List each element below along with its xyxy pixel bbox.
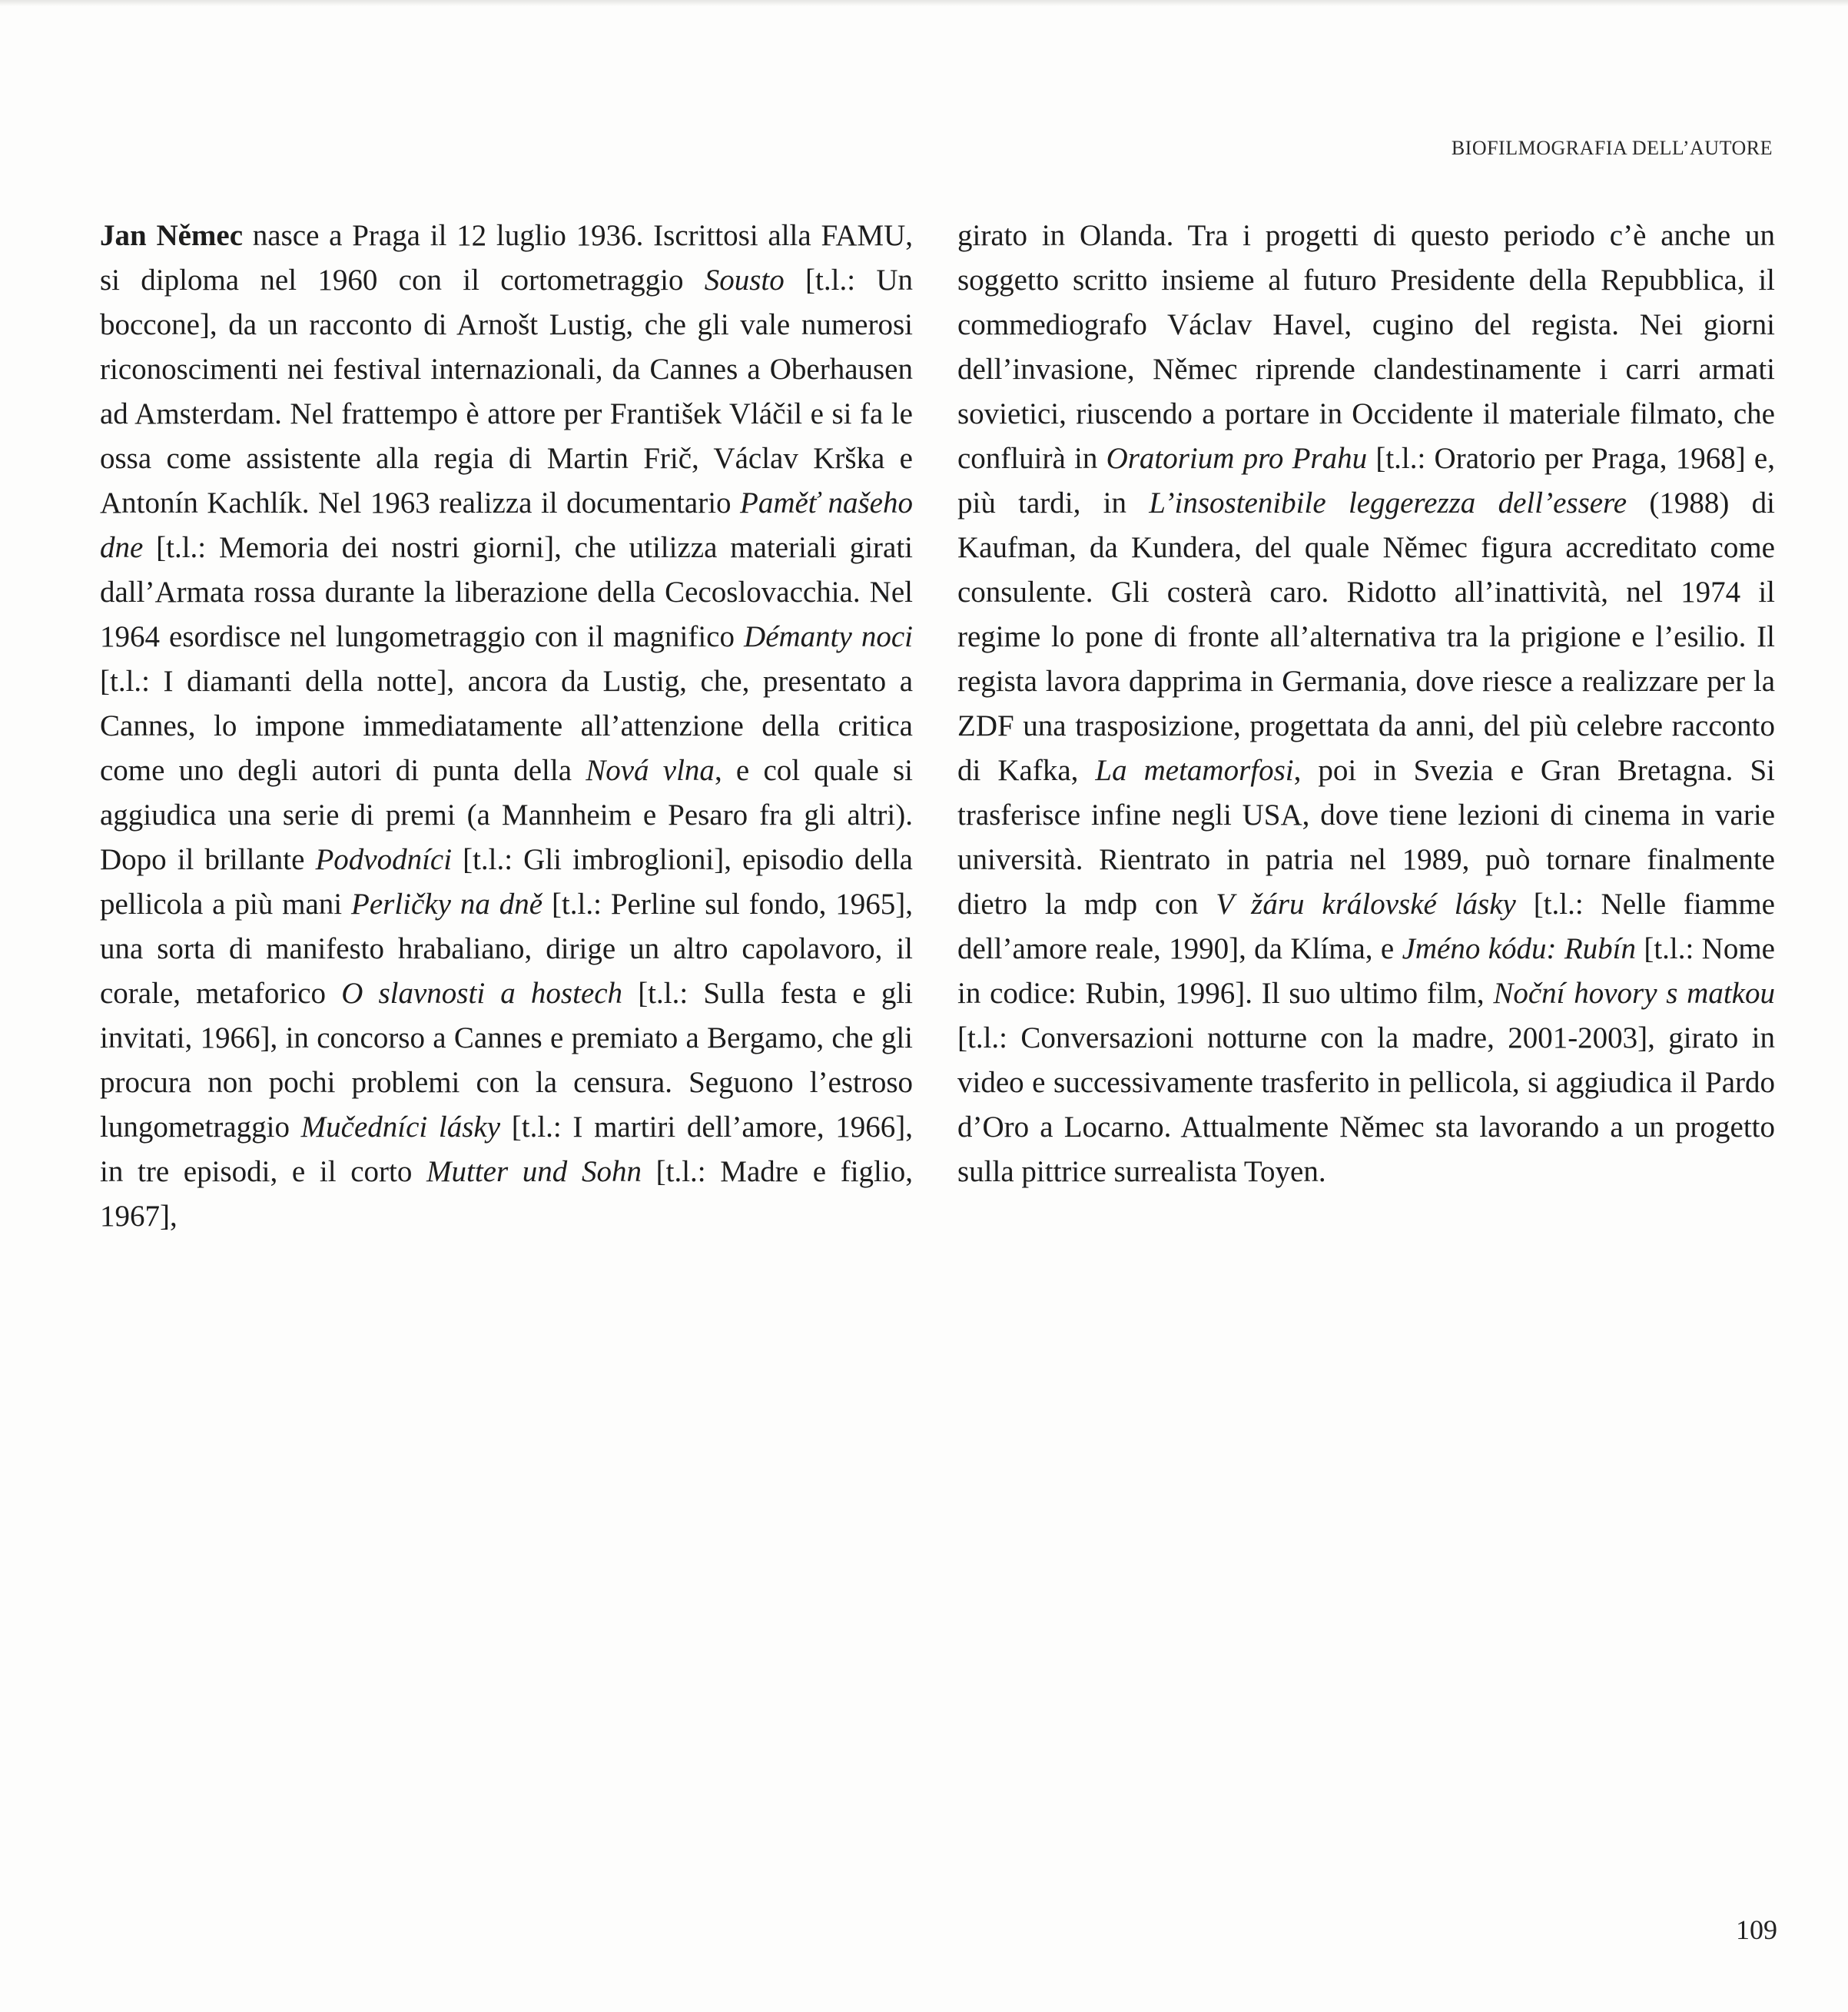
text-run: [t.l.: Gli imbroglioni], episodio della pellicola a più mani — [100, 843, 913, 921]
text-run: [t.l.: I diamanti della notte], ancora da Lustig, che, presentato a Cannes, lo impone immediatamente all’attenzione della critica come uno degli autori di punta della — [100, 665, 913, 787]
film-title: Sousto — [704, 264, 785, 297]
text-run: [t.l.: Sulla festa e gli invitati, 1966], in concorso a Cannes e premiato a Bergamo, che gli procura non pochi problemi con la censura. Seguono l’estroso lungometraggio — [100, 977, 914, 1144]
biography-paragraph-right — [957, 214, 1775, 1194]
running-header: BIOFILMOGRAFIA DELL’AUTORE — [1451, 137, 1773, 159]
right-column — [957, 214, 1775, 1194]
film-title: Oratorium pro Prahu — [1106, 442, 1368, 475]
text-run: , e col quale si aggiudica una serie di premi (a Mannheim e Pesaro fra gli altri). Dopo il brillante — [100, 754, 913, 876]
film-title: Perličky na dně — [351, 888, 543, 921]
text-run: [t.l.: Madre e figlio, 1967], — [100, 1155, 913, 1233]
text-run: [t.l.: Oratorio per Praga, 1968] e, più tardi, in — [957, 442, 1775, 520]
text-run: [t.l.: I martiri dell’amore, 1966], in tre episodi, e il corto — [100, 1111, 913, 1188]
film-title: V žáru královské lásky — [1216, 888, 1516, 921]
page-number: 109 — [1736, 1914, 1777, 1945]
text-run: girato in Olanda. Tra i progetti di questo periodo c’è anche un soggetto scritto insieme al futuro Presidente della Repubblica, il commediografo Václav Havel, cugino del regista. Nei giorni dell’invasione, Němec riprende clandestinamente i carri armati sovietici, riuscendo a portare in Occidente il materiale filmato, che confluirà in — [957, 219, 1775, 475]
book-title: La metamorfosi — [1095, 754, 1294, 787]
text-run: , poi in Svezia e Gran Bretagna. Si trasferisce infine negli USA, dove tiene lezioni di cinema in varie università. Rientrato in patria nel 1989, può tornare finalmente dietro la mdp con — [957, 754, 1775, 921]
biography-paragraph-left — [100, 214, 913, 1239]
film-title: L’insostenibile leggerezza dell’essere — [1149, 486, 1627, 520]
text-run: (1988) di Kaufman, da Kundera, del quale Němec figura accreditato come consulente. Gli costerà caro. Ridotto all’inattività, nel 1974 il regime lo pone di fronte all’alternativa tra la prigione e l’esilio. Il regista lavora dapprima in Germania, dove riesce a realizzare per la ZDF una trasposizione, progettata da anni, del più celebre racconto di Kafka, — [957, 486, 1775, 787]
text-run: [t.l.: Memoria dei nostri giorni], che utilizza materiali girati dall’Armata rossa durante la liberazione della Cecoslovacchia. Nel 1964 esordisce nel lungometraggio con il magnifico — [100, 531, 913, 653]
film-title: Mutter und Sohn — [426, 1155, 642, 1188]
text-run: [t.l.: Nelle fiamme dell’amore reale, 1990], da Klíma, e — [957, 888, 1775, 965]
text-run: nasce a Praga il 12 luglio 1936. Iscrittosi alla FAMU, si diploma nel 1960 con il cortometraggio — [100, 219, 913, 297]
text-run: [t.l.: Perline sul fondo, 1965], una sorta di manifesto hrabaliano, dirige un altro capolavoro, il corale, metaforico — [100, 888, 913, 1010]
left-column — [100, 214, 913, 1239]
text-run: [t.l.: Nome in codice: Rubin, 1996]. Il suo ultimo film, — [957, 932, 1775, 1010]
film-title: Démanty noci — [744, 620, 913, 653]
author-name: Jan Němec — [100, 219, 244, 252]
text-run: [t.l.: Conversazioni notturne con la madre, 2001-2003], girato in video e successivamente trasferito in pellicola, si aggiudica il Pardo d’Oro a Locarno. Attualmente Němec sta lavorando a un progetto sulla pittrice surrealista Toyen. — [957, 1021, 1775, 1188]
movement-name: Nová vlna — [586, 754, 715, 787]
film-title: Noční hovory s matkou — [1493, 977, 1775, 1010]
film-title: O slavnosti a hostech — [341, 977, 623, 1010]
film-title: Paměť našeho dne — [100, 486, 913, 564]
text-run: [t.l.: Un boccone], da un racconto di Arnošt Lustig, che gli vale numerosi riconoscimenti nei festival internazionali, da Cannes a Oberhausen ad Amsterdam. Nel frattempo è attore per František Vláčil e si fa le ossa come assistente alla regia di Martin Frič, Václav Krška e Antonín Kachlík. Nel 1963 realizza il documentario — [100, 264, 913, 520]
page-top-edge — [0, 0, 1848, 6]
film-title: Mučedníci lásky — [300, 1111, 501, 1144]
film-title: Jméno kódu: Rubín — [1402, 932, 1636, 965]
film-title: Podvodníci — [315, 843, 453, 876]
